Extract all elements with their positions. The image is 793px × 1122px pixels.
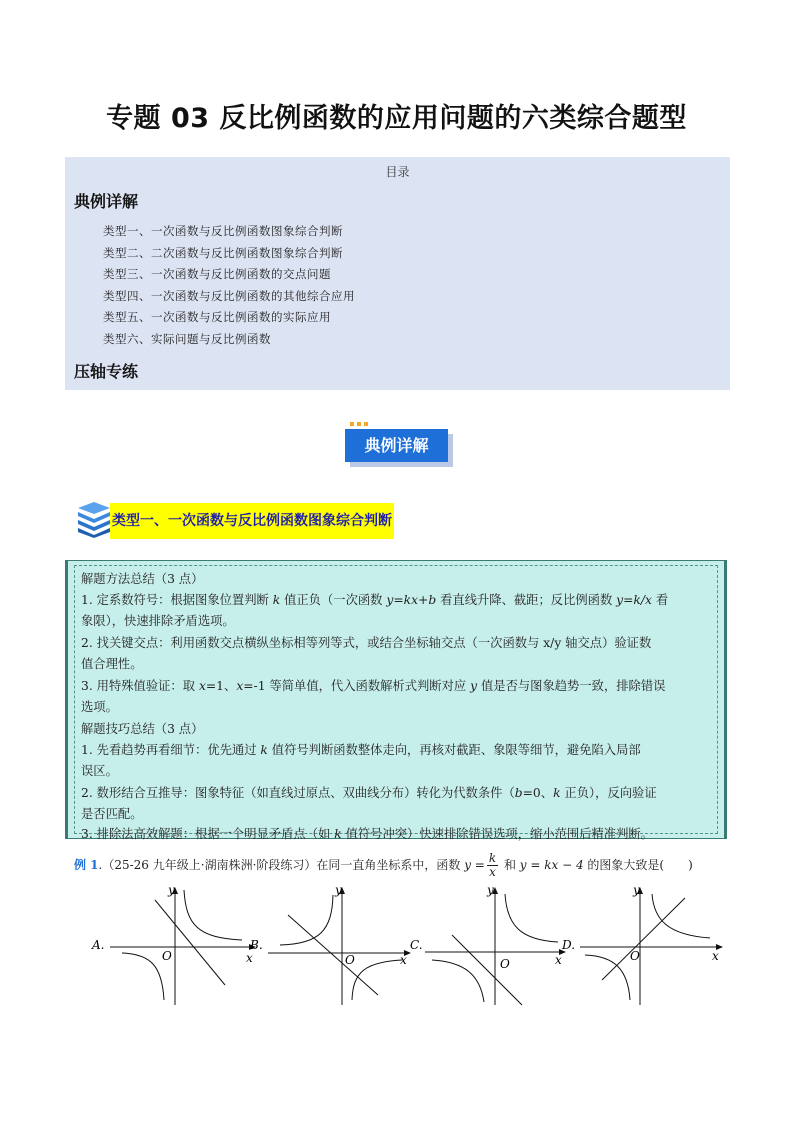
fraction: $\frac{k}{x}$ [488, 851, 497, 879]
svg-text:O: O [630, 949, 640, 963]
method-summary-box [65, 560, 727, 839]
table-of-contents [65, 157, 730, 390]
svg-text:x: x [712, 949, 719, 963]
method-line: 选项。 [81, 700, 118, 714]
method-line: 误区。 [81, 764, 118, 778]
option-d-graph[interactable] [561, 883, 722, 1005]
method-line: 解题方法总结（3 点） [81, 572, 204, 586]
option-a-graph[interactable] [91, 883, 255, 1005]
example-question: 例 1.（25-26 九年级上·湖南株洲·阶段练习）在同一直角坐标系中，函数 y = $\frac{k}{x}$ 和 y = kx − 4 的图象大致是( ) [74, 851, 693, 879]
method-line: 是否匹配。 [81, 807, 143, 821]
option-label: A. [92, 938, 105, 952]
method-line: 象限），快速排除矛盾选项。 [81, 614, 235, 628]
option-label: B. [250, 938, 263, 952]
method-line: 解题技巧总结（3 点） [81, 722, 204, 736]
svg-text:y: y [633, 883, 640, 897]
svg-text:x: x [400, 953, 407, 967]
book-stack-icon [74, 502, 114, 538]
method-line: 值合理性。 [81, 657, 143, 671]
toc-item[interactable]: 类型三、一次函数与反比例函数的交点问题 [103, 267, 331, 281]
svg-text:x: x [246, 951, 253, 965]
svg-text:O: O [345, 953, 355, 967]
type-heading: 类型一、一次函数与反比例函数图象综合判断 [110, 503, 394, 539]
method-line: 3. 排除法高效解题：根据一个明显矛盾点（如 k 值符号冲突）快速排除错误选项，缩小范围后精准判断。 [81, 827, 653, 841]
option-label: C. [410, 938, 423, 952]
option-c-graph[interactable] [410, 883, 565, 1005]
toc-section-practice[interactable]: 压轴专练 [74, 362, 139, 381]
toc-item[interactable]: 类型六、实际问题与反比例函数 [103, 332, 271, 346]
option-b-graph[interactable] [249, 883, 410, 1005]
method-line: 2. 数形结合互推导：图象特征（如直线过原点、双曲线分布）转化为代数条件（b=0、k 正负），反向验证 [81, 786, 657, 800]
svg-text:y: y [168, 883, 175, 897]
example-label: 例 1 [74, 858, 99, 872]
method-line: 3. 用特殊值验证：取 x=1、x=-1 等简单值，代入函数解析式判断对应 y 值是否与图象趋势一致，排除错误 [81, 679, 666, 693]
method-line: 1. 定系数符号：根据图象位置判断 k 值正负（一次函数 y=kx+b 看直线升降、截距；反比例函数 y=k/x 看 [81, 593, 669, 607]
toc-item[interactable]: 类型五、一次函数与反比例函数的实际应用 [103, 310, 331, 324]
section-banner: 典例详解 [345, 429, 448, 462]
toc-section-examples[interactable]: 典例详解 [74, 192, 139, 211]
page-title: 专题 03 反比例函数的应用问题的六类综合题型 [106, 103, 687, 134]
svg-text:y: y [487, 883, 494, 897]
method-line: 1. 先看趋势再看细节：优先通过 k 值符号判断函数整体走向，再核对截距、象限等细节，避免陷入局部 [81, 743, 641, 757]
toc-item[interactable]: 类型二、二次函数与反比例函数图象综合判断 [103, 246, 343, 260]
toc-label: 目录 [385, 165, 410, 179]
svg-text:x: x [555, 953, 562, 967]
option-label: D. [562, 938, 576, 952]
svg-text:O: O [162, 949, 172, 963]
answer-option-graphs [80, 880, 730, 1010]
svg-text:y: y [335, 883, 342, 897]
toc-item[interactable]: 类型一、一次函数与反比例函数图象综合判断 [103, 224, 343, 238]
svg-text:O: O [500, 957, 510, 971]
banner-decoration-icon [350, 422, 370, 426]
method-line: 2. 找关键交点：利用函数交点横纵坐标相等列等式，或结合坐标轴交点（一次函数与 x/y 轴交点）验证数 [81, 636, 652, 650]
toc-item[interactable]: 类型四、一次函数与反比例函数的其他综合应用 [103, 289, 355, 303]
